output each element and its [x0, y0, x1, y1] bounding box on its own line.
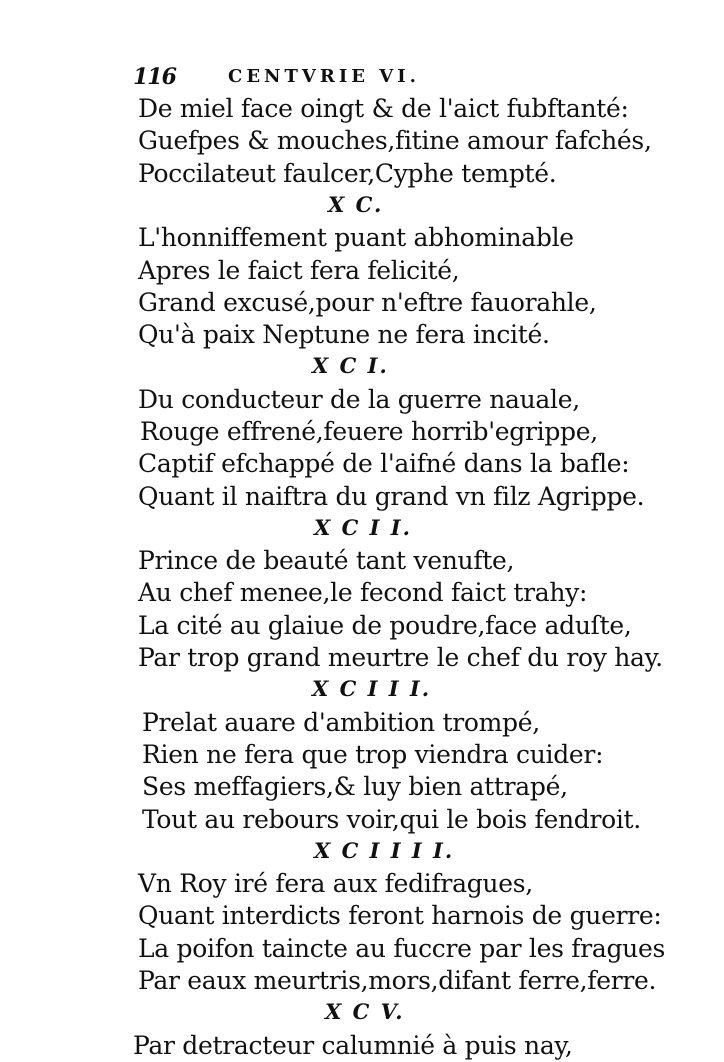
verse-line: Par detracteur calumnié à puis nay,	[133, 1031, 573, 1060]
verse-line: Rouge effrené,feuere horrib'egrippe,	[140, 417, 598, 446]
verse-line: Quant interdicts feront harnois de guerre:	[138, 901, 662, 930]
verse-line: De miel face oingt & de l'aict fubftanté:	[138, 94, 629, 123]
verse-line: Apres le faict fera felicité,	[138, 256, 460, 285]
quatrain-number-heading: X C V.	[325, 999, 405, 1024]
verse-line: Guefpes & mouches,fitine amour fafchés,	[138, 126, 652, 155]
verse-line: Captif efchappé de l'aifné dans la bafle:	[138, 449, 630, 478]
verse-line: Poccilateut faulcer,Cyphe tempté.	[138, 159, 557, 188]
verse-line: Ses meffagiers,& luy bien attrapé,	[142, 772, 568, 801]
quatrain-number-heading: X C I I.	[314, 515, 412, 540]
quatrain-number-heading: X C I.	[312, 353, 389, 378]
verse-line: Vn Roy iré fera aux fedifragues,	[138, 869, 533, 898]
verse-line: Prince de beauté tant venufte,	[138, 546, 515, 575]
quatrain-number-heading: X C.	[328, 192, 384, 217]
page-number: 116	[133, 64, 176, 90]
page-header	[133, 58, 593, 94]
verse-line: Grand excusé,pour n'eftre fauorahle,	[138, 288, 597, 317]
verse-line: La poifon taincte au fuccre par les fragues	[138, 934, 666, 963]
quatrain-number-heading: X C I I I I.	[314, 838, 455, 863]
verse-line: Quant il naiftra du grand vn filz Agrippe.	[138, 482, 645, 511]
verse-line: L'honniffement puant abhominable	[138, 223, 574, 252]
verse-line: Tout au rebours voir,qui le bois fendroit.	[142, 805, 641, 834]
running-head: CENTVRIE VI.	[228, 66, 420, 87]
verse-line: Qu'à paix Neptune ne fera incité.	[138, 320, 550, 349]
verse-line: Prelat auare d'ambition trompé,	[142, 708, 540, 737]
verse-line: Par eaux meurtris,mors,difant ferre,ferre.	[138, 966, 657, 995]
verse-line: Au chef menee,le fecond faict trahy:	[138, 578, 588, 607]
verse-line: La cité au glaiue de poudre,face aduſte,	[138, 611, 632, 640]
verse-line: Du conducteur de la guerre nauale,	[138, 385, 580, 414]
verse-line: Rien ne fera que trop viendra cuider:	[142, 740, 604, 769]
quatrain-number-heading: X C I I I.	[312, 676, 432, 701]
verse-line: Par trop grand meurtre le chef du roy hay.	[138, 643, 663, 672]
